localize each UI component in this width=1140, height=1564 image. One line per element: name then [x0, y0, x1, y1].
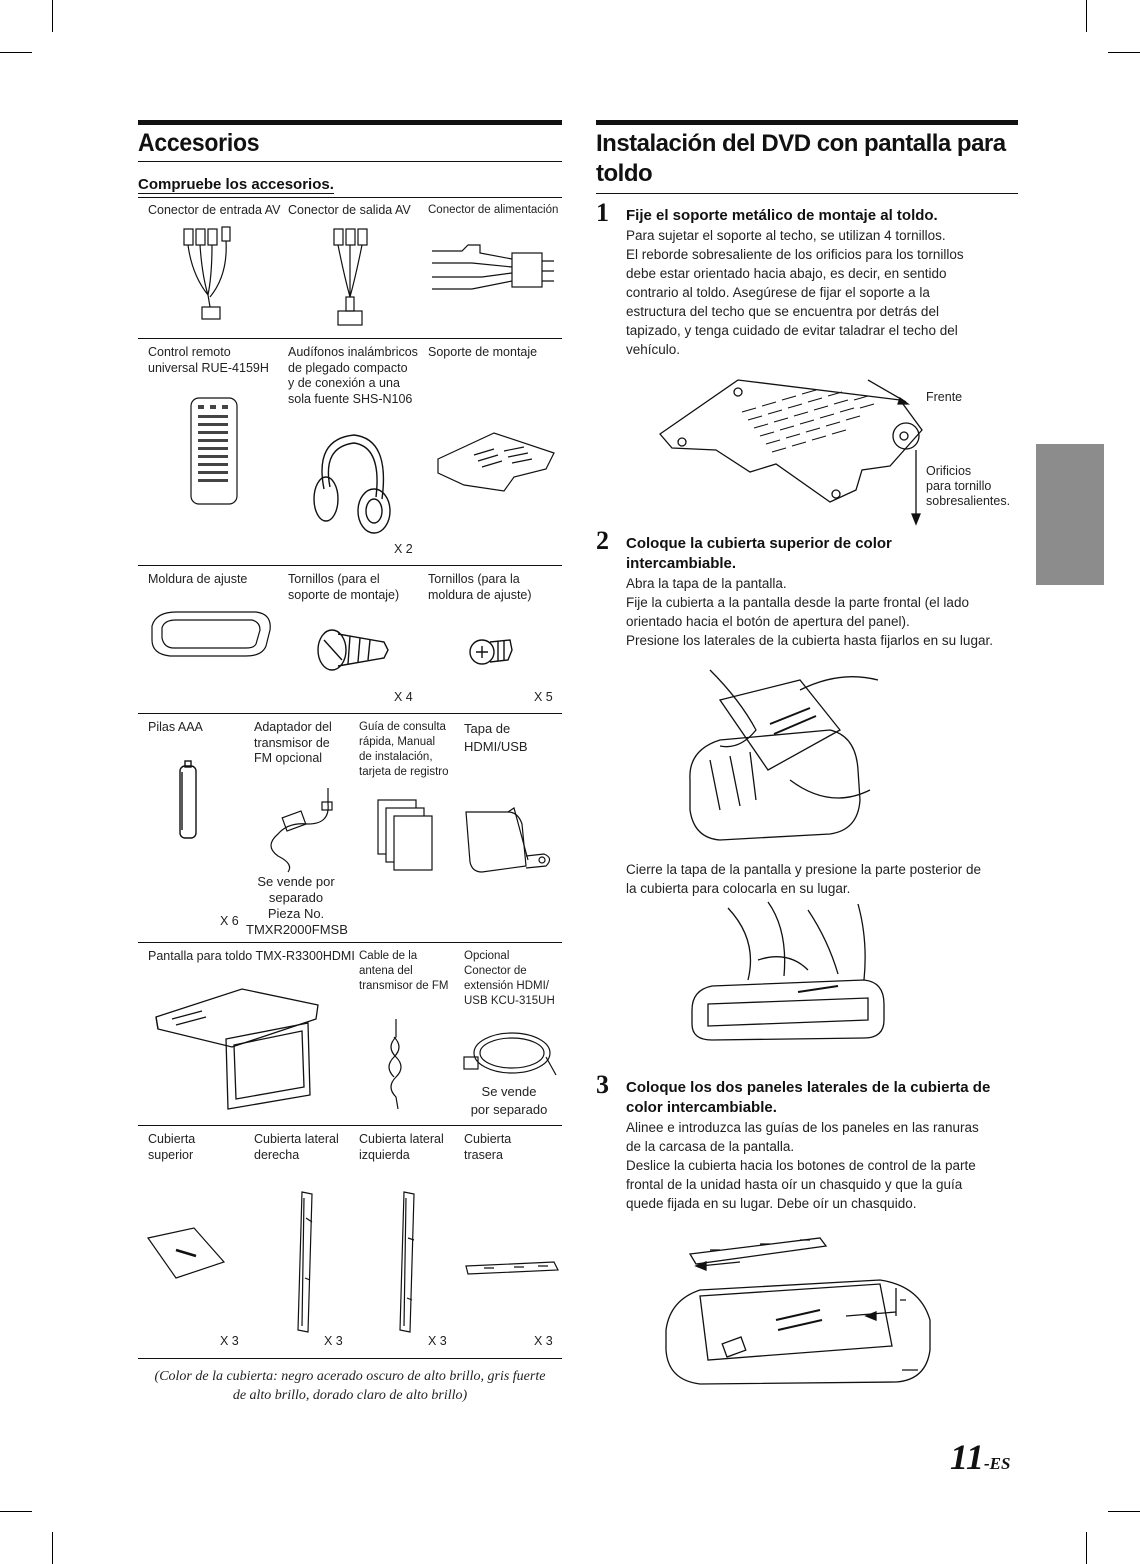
close-display-illustration	[688, 900, 888, 1040]
step-number: 1	[596, 198, 609, 227]
accessories-subtitle: Compruebe los accesorios.	[138, 176, 334, 193]
cell-hdmi-cover: Tapa de HDMI/USB	[464, 721, 528, 754]
cover-color-caption: (Color de la cubierta: negro acerado oscuro de alto brillo, gris fuerte de alto brillo, dorado claro de alto brillo)	[154, 1369, 546, 1403]
step-2-continued	[596, 860, 1018, 898]
cell-overhead-display: Pantalla para toldo TMX-R3300HDMI	[148, 949, 355, 963]
right-side-cover-illustration	[282, 1188, 322, 1334]
cell-rear-cover: Cubierta trasera	[464, 1132, 512, 1162]
cell-manuals: Guía de consulta rápida, Manual de instalación, tarjeta de registro	[359, 721, 449, 778]
step-2	[596, 526, 1018, 650]
qty-right-side-cover: X 3	[324, 1334, 343, 1348]
accessories-heading	[138, 120, 562, 162]
qty-screws-trim: X 5	[534, 690, 553, 704]
cell-trim: Moldura de ajuste	[148, 572, 248, 586]
remote-control-illustration	[190, 397, 240, 507]
qty-top-cover: X 3	[220, 1334, 239, 1348]
cell-hdmi-usb-extension: Opcional Conector de extensión HDMI/ USB KCU-315UH	[464, 950, 555, 1007]
rear-cover-illustration	[464, 1256, 560, 1280]
step-body-2: Cierre la tapa de la pantalla y presione la parte posterior de la cubierta para colocarla en su lugar.	[626, 862, 981, 896]
step-title: Coloque los dos paneles laterales de la cubierta de color intercambiable.	[626, 1079, 991, 1116]
step-3	[596, 1070, 1018, 1213]
table-row	[138, 714, 562, 943]
manuals-illustration	[374, 796, 434, 876]
overhead-display-illustration	[152, 983, 322, 1113]
step-body: Alinee e introduzca las guías de los paneles en las ranuras de la carcasa de la pantalla. Deslice la cubierta hacia los botones de control de la parte frontal de la unidad hasta oír un chasquido y que la guía quede fijada en su lugar. Debe oír un chasquido.	[626, 1120, 979, 1211]
cell-fm-adapter: Adaptador del transmisor de FM opcional	[254, 720, 332, 765]
battery-illustration	[174, 760, 204, 840]
cell-top-cover: Cubierta superior	[148, 1132, 196, 1162]
hdmi-cover-illustration	[462, 806, 558, 876]
qty-left-side-cover: X 3	[428, 1334, 447, 1348]
page-number: 11-ES	[950, 1437, 1011, 1477]
qty-batteries: X 6	[220, 914, 239, 928]
sold-separately-note: Se vende por separado Pieza No. TMXR2000FMSB	[246, 874, 348, 937]
fm-antenna-cable-illustration	[382, 1017, 412, 1111]
cell-av-output: Conector de salida AV	[288, 203, 411, 217]
accessories-section	[138, 120, 562, 1405]
qty-headphones: X 2	[394, 542, 413, 556]
cell-screws-trim: Tornillos (para la moldura de ajuste)	[428, 572, 532, 602]
mount-bracket-illustration	[434, 429, 558, 499]
side-panel-install-illustration	[660, 1220, 940, 1386]
bracket-screw-illustration	[314, 624, 394, 674]
step-number: 2	[596, 526, 609, 555]
installation-title: Instalación del DVD con pantalla para toldo	[596, 130, 1006, 187]
section-tab	[1036, 444, 1104, 585]
av-output-connector-illustration	[328, 225, 378, 329]
fm-adapter-illustration	[258, 784, 348, 874]
cell-screws-bracket: Tornillos (para el soporte de montaje)	[288, 572, 400, 602]
cell-fm-antenna: Cable de la antena del transmisor de FM	[359, 950, 449, 992]
step-1	[596, 198, 1018, 359]
headphones-illustration	[304, 429, 394, 539]
table-row	[138, 943, 562, 1126]
trim-illustration	[146, 606, 276, 662]
top-cover-illustration	[146, 1226, 226, 1286]
table-row	[138, 339, 562, 566]
cell-mount-bracket: Soporte de montaje	[428, 345, 538, 359]
cell-batteries: Pilas AAA	[148, 720, 203, 734]
front-label: Frente	[926, 390, 963, 404]
cell-right-side-cover: Cubierta lateral derecha	[254, 1132, 339, 1162]
cell-left-side-cover: Cubierta lateral izquierda	[359, 1132, 444, 1162]
step-title: Coloque la cubierta superior de color intercambiable.	[626, 535, 892, 572]
installation-heading	[596, 120, 1018, 194]
accessories-title: Accesorios	[138, 129, 260, 157]
cell-av-input: Conector de entrada AV	[148, 203, 281, 217]
av-input-connector-illustration	[178, 225, 238, 325]
power-connector-illustration	[432, 233, 558, 303]
qty-screws-bracket: X 4	[394, 690, 413, 704]
cell-power-connector: Conector de alimentación	[428, 204, 559, 216]
top-cover-install-illustration	[680, 660, 880, 846]
step-body: Abra la tapa de la pantalla. Fije la cubierta a la pantalla desde la parte frontal (el lado orientado hacia el botón de apertura del panel). Presione los laterales de la cubierta hasta fijarlos en su lugar.	[626, 576, 993, 648]
installation-section	[596, 120, 1018, 1211]
table-row	[138, 1126, 562, 1359]
table-row	[138, 566, 562, 714]
left-side-cover-illustration	[388, 1188, 428, 1334]
protruding-holes-label: Orificios para tornillo sobresalientes.	[926, 464, 1011, 508]
cell-headphones: Audífonos inalámbricos de plegado compacto y de conexión a una sola fuente SHS-N106	[288, 345, 418, 406]
sold-separately-note-2: Se vende por separado	[470, 1084, 548, 1117]
bracket-diagram	[652, 370, 952, 520]
step-body: Para sujetar el soporte al techo, se utilizan 4 tornillos. El reborde sobresaliente de los orificios para los tornillos debe estar orientado hacia abajo, es decir, en sentido contrario al toldo. Asegúrese de fijar el soporte a la estructura del techo que se encuentra por detrás del tapizado, y tenga cuidado de evitar taladrar el techo del vehículo.	[626, 228, 964, 357]
cell-remote: Control remoto universal RUE-4159H	[148, 345, 269, 375]
step-title: Fije el soporte metálico de montaje al toldo.	[626, 207, 938, 224]
hdmi-usb-cable-illustration	[462, 1027, 558, 1083]
trim-screw-illustration	[468, 630, 518, 670]
table-row	[138, 197, 562, 339]
step-number: 3	[596, 1070, 609, 1099]
qty-rear-cover: X 3	[534, 1334, 553, 1348]
